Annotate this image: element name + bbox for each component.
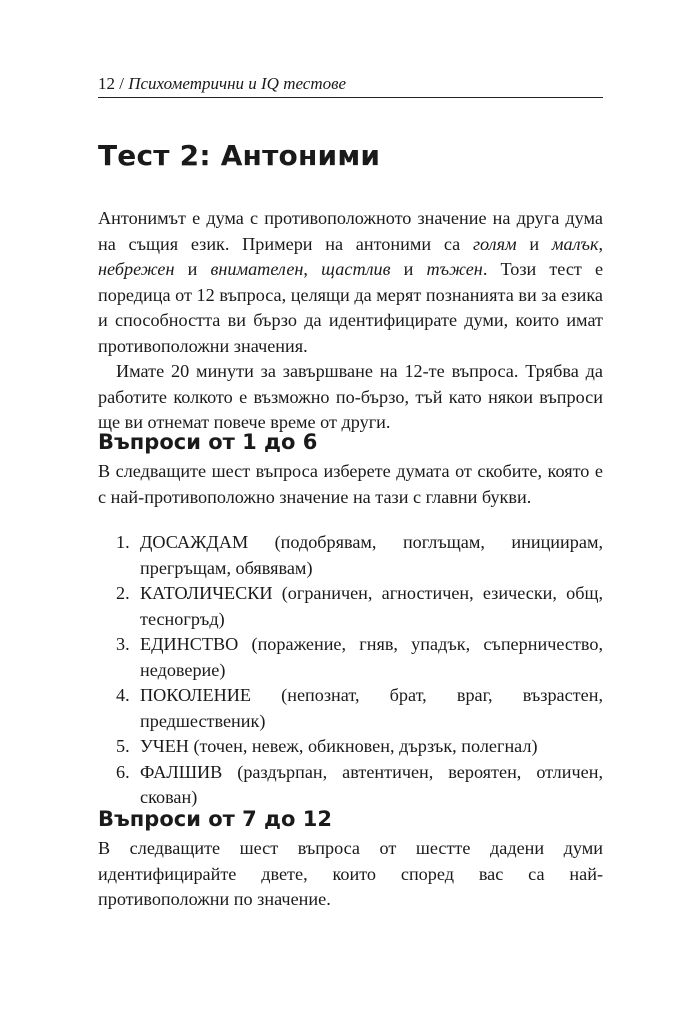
- question-number: 5.: [116, 736, 130, 756]
- section-heading-1-6: Въпроси от 1 до 6: [98, 430, 318, 454]
- section-2-description: В следващите шест въпроса от шестте дадени думи идентифицирайте двете, които според вас са най-противоположни по значение.: [98, 838, 603, 909]
- example-word: щастлив: [321, 259, 391, 279]
- question-number: 6.: [116, 761, 130, 782]
- intro-text-run: и: [174, 259, 211, 279]
- question-text: КАТОЛИЧЕСКИ (ограничен, агностичен, езически, общ, тесногръд): [140, 583, 603, 629]
- list-item: [116, 734, 603, 760]
- intro-text-run: и: [390, 259, 427, 279]
- question-number: 3.: [116, 634, 130, 654]
- question-number: 2.: [116, 583, 130, 603]
- page-number: 12: [98, 74, 115, 93]
- intro-text-run: ,: [303, 259, 322, 279]
- example-word: небрежен: [98, 259, 175, 279]
- page-title: Тест 2: Антоними: [98, 139, 381, 172]
- question-text: ЕДИНСТВО (поражение, гняв, упадък, съперничество, недоверие): [140, 634, 603, 680]
- example-word: тъжен: [426, 259, 483, 279]
- question-text: ДОСАЖДАМ (подобрявам, поглъщам, инициирам, прегръщам, обявявам): [140, 532, 603, 578]
- list-item: [116, 760, 603, 811]
- section-heading-7-12: Въпроси от 7 до 12: [98, 807, 332, 831]
- intro-text-run: Антонимът е дума с противоположното значение на друга дума на същия език. Примери на антоними са: [98, 208, 603, 254]
- example-word: внимателен: [210, 259, 304, 279]
- list-item: [116, 683, 603, 734]
- question-text: ПОКОЛЕНИЕ (непознат, брат, враг, възрастен, предшественик): [140, 685, 603, 731]
- intro-text-run: ,: [598, 233, 604, 254]
- intro-text-run: и: [516, 233, 552, 254]
- example-word: малък: [551, 233, 599, 254]
- question-text: УЧЕН (точен, невеж, обикновен, дързък, полегнал): [140, 736, 538, 756]
- intro-paragraph-1: [98, 206, 603, 359]
- running-head: [98, 74, 603, 98]
- question-number: 4.: [116, 685, 130, 705]
- question-text: ФАЛШИВ (раздърпан, автентичен, вероятен, отличен, скован): [140, 761, 603, 807]
- intro-text-run: . Този тест е поредица от 12 въпроса, целящи да мерят познанията ви за езика и способността ви бързо да идентифицирате думи, които имат противоположни значения.: [98, 259, 604, 356]
- list-item: [116, 632, 603, 683]
- section-1-description: В следващите шест въпроса изберете думата от скобите, която е с най-противоположно значение на тази с главни букви.: [98, 461, 603, 507]
- question-number: 1.: [116, 532, 130, 552]
- list-item: [116, 530, 603, 581]
- book-title: Психометрични и IQ тестове: [128, 74, 347, 93]
- intro-text: [98, 206, 603, 436]
- example-word: голям: [472, 233, 517, 254]
- intro-paragraph-2: Имате 20 минути за завършване на 12-те въпроса. Трябва да работите колкото е възможно по-бързо, тъй като някои въпроси ще ви отнемат повече време от други.: [98, 361, 603, 432]
- question-list: [116, 530, 603, 811]
- list-item: [116, 581, 603, 632]
- running-head-separator: /: [115, 74, 129, 93]
